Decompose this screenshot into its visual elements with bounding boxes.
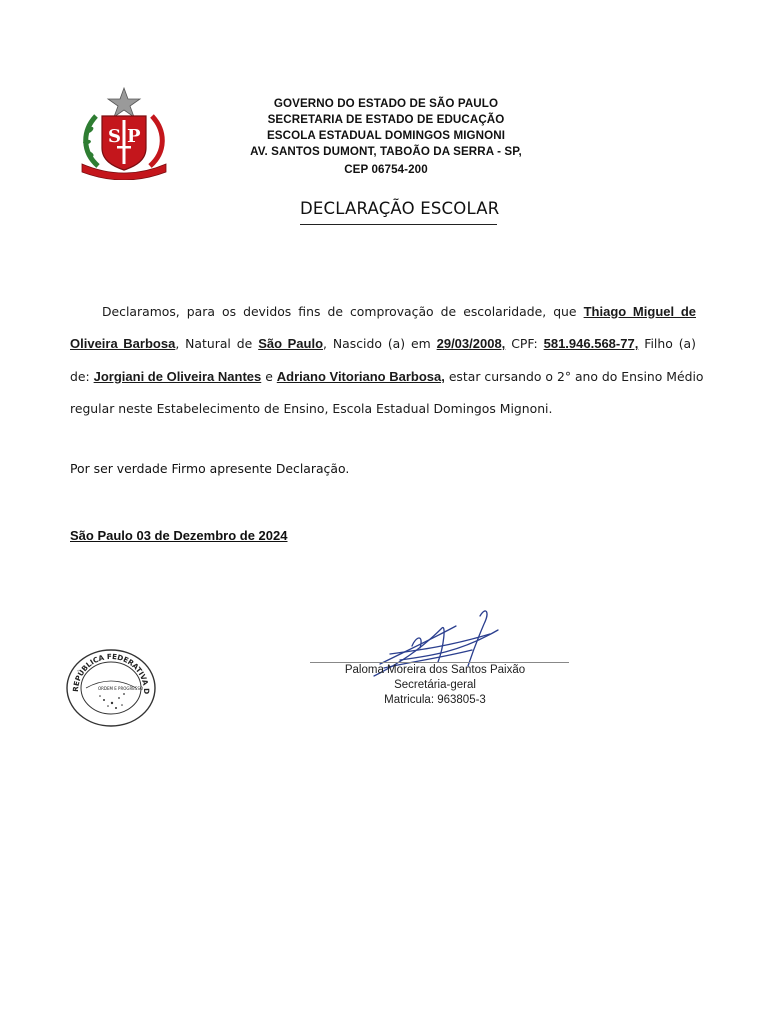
republic-seal-icon [64,648,158,728]
header-secretariat: SECRETARIA DE ESTADO DE EDUCAÇÃO [267,113,505,126]
header-cep: CEP 06754-200 [344,163,428,176]
body-line-4: regular neste Estabelecimento de Ensino, Escola Estadual Domingos Mignoni. [70,401,553,417]
sao-paulo-coat-of-arms-icon [78,86,170,180]
student-name-part1: Thiago Miguel de [583,304,696,319]
father-name: Adriano Vitoriano Barbosa, [276,368,445,384]
document-title: DECLARAÇÃO ESCOLAR [300,199,500,218]
mother-name: Jorgiani de Oliveira Nantes [93,368,262,384]
cpf-number: 581.946.568-77, [543,336,639,352]
student-name-part2: Oliveira Barbosa [70,336,176,352]
header-address: AV. SANTOS DUMONT, TABOÃO DA SERRA - SP, [250,145,522,158]
body-line-3: de: Jorgiani de Oliveira Nantes e Adriano Vitoriano Barbosa, estar cursando o 2° ano do Ensino Médio [70,368,704,384]
svg-text:REPÚBLICA FEDERATIVA DO BRASIL: REPÚBLICA FEDERATIVA D [70,651,152,695]
signatory-role: Secretária-geral [394,679,476,691]
institution-header [230,96,542,178]
signatory-registration: Matricula: 963805-3 [384,694,486,706]
svg-text:P: P [127,126,141,147]
birth-date: 29/03/2008, [436,336,506,352]
declaration-body [70,300,704,430]
closing-statement: Por ser verdade Firmo apresente Declaração. [70,461,350,476]
document-date: São Paulo 03 de Dezembro de 2024 [70,528,288,543]
title-underline [300,224,497,225]
signatory-name: Paloma Moreira dos Santos Paixão [344,664,526,676]
header-school: ESCOLA ESTADUAL DOMINGOS MIGNONI [266,129,506,142]
header-government: GOVERNO DO ESTADO DE SÃO PAULO [273,97,499,110]
birthplace: São Paulo [258,336,324,352]
svg-text:ORDEM E PROGRESSO: ORDEM E PROGRESSO [98,686,144,691]
body-line-2: Oliveira Barbosa, Natural de São Paulo, Nascido (a) em 29/03/2008, CPF: 581.946.568-77, Filho (a) [70,336,696,352]
svg-text:S: S [108,126,121,147]
body-line-1: Declaramos, para os devidos fins de comprovação de escolaridade, que Thiago Miguel de [102,304,696,319]
signatory-block [310,663,560,708]
